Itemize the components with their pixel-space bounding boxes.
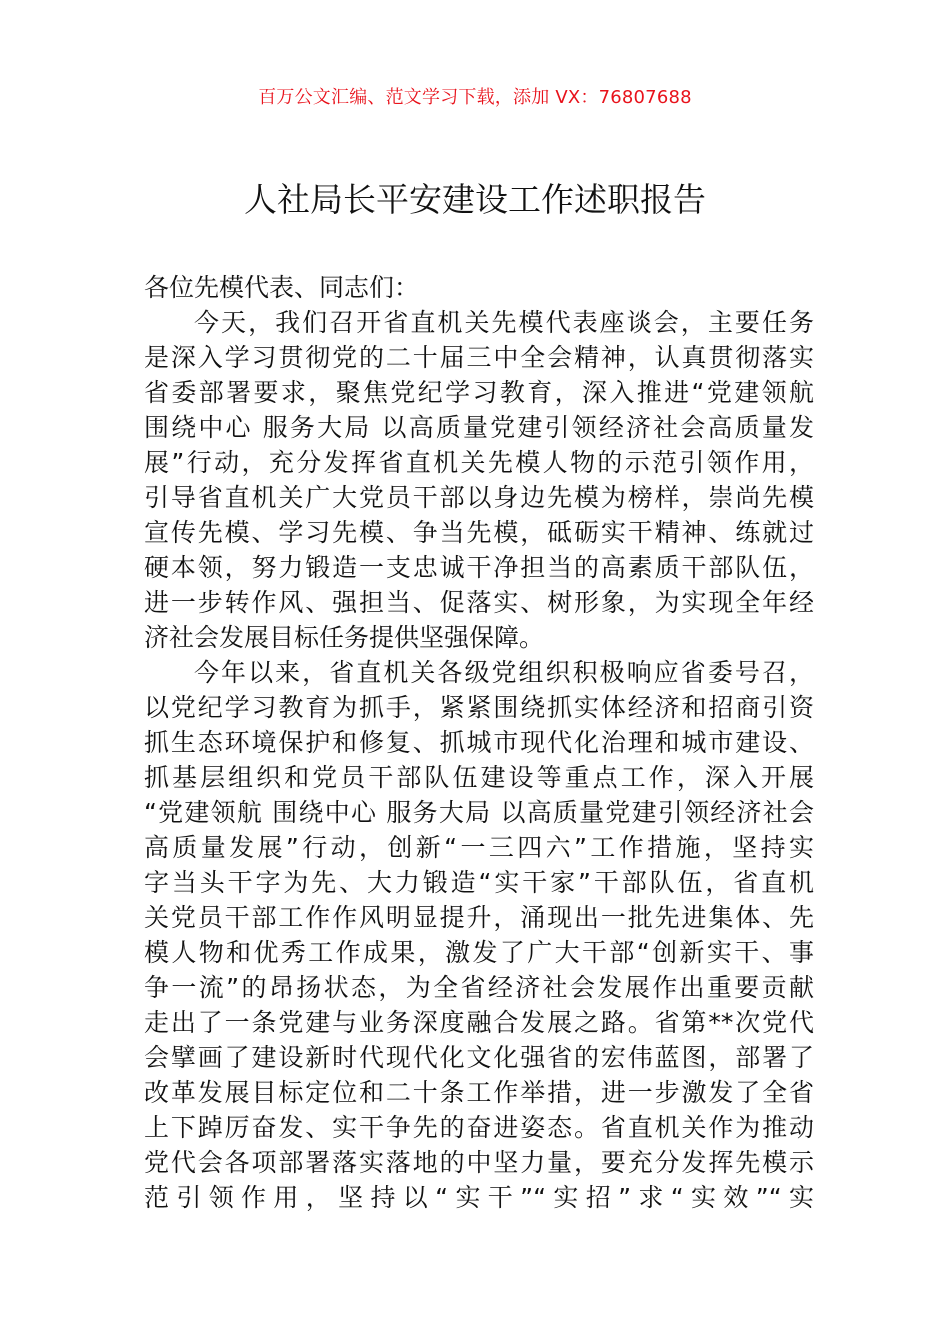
text-line: 党代会各项部署落实落地的中坚力量，要充分发挥先模示: [144, 1148, 814, 1177]
text-line: 今天，我们召开省直机关先模代表座谈会，主要任务: [194, 308, 814, 337]
text-line: 以党纪学习教育为抓手，紧紧围绕抓实体经济和招商引资: [144, 693, 814, 722]
text-line: 硬本领，努力锻造一支忠诚干净担当的高素质干部队伍，: [144, 553, 814, 582]
text-line: 省委部署要求，聚焦党纪学习教育，深入推进“党建领航: [144, 378, 814, 407]
text-line: 走出了一条党建与业务深度融合发展之路。省第**次党代: [144, 1008, 814, 1037]
text-line: 字当头干字为先、大力锻造“实干家”干部队伍，省直机: [144, 868, 814, 897]
text-line: 争一流”的昂扬状态，为全省经济社会发展作出重要贡献: [144, 973, 814, 1002]
document-body: [144, 305, 814, 1215]
document-title: 人社局长平安建设工作述职报告: [244, 180, 706, 219]
text-line: 围绕中心 服务大局 以高质量党建引领经济社会高质量发: [144, 413, 814, 442]
text-line: 是深入学习贯彻党的二十届三中全会精神，认真贯彻落实: [144, 343, 814, 372]
text-line: 今年以来，省直机关各级党组织积极响应省委号召，: [194, 658, 814, 687]
text-line: 改革发展目标定位和二十条工作举措，进一步激发了全省: [144, 1078, 814, 1107]
text-line: 高质量发展”行动，创新“一三四六”工作措施，坚持实: [144, 833, 814, 862]
paragraph-1: [144, 305, 814, 655]
text-line: 展”行动，充分发挥省直机关先模人物的示范引领作用，: [144, 448, 814, 477]
paragraph-2: [144, 655, 814, 1215]
text-line: 模人物和优秀工作成果，激发了广大干部“创新实干、事: [144, 938, 814, 967]
text-line: 引导省直机关广大党员干部以身边先模为榜样，崇尚先模: [144, 483, 814, 512]
text-line: 上下踔厉奋发、实干争先的奋进姿态。省直机关作为推动: [144, 1113, 814, 1142]
text-line: 会擘画了建设新时代现代化文化强省的宏伟蓝图，部署了: [144, 1043, 814, 1072]
text-line: 抓基层组织和党员干部队伍建设等重点工作，深入开展: [144, 763, 814, 792]
text-line: 关党员干部工作作风明显提升，涌现出一批先进集体、先: [144, 903, 814, 932]
salutation: 各位先模代表、同志们：: [144, 273, 420, 302]
text-line: 范引领作用，坚持以“实干”“实招”求“实效”“实: [144, 1183, 814, 1212]
watermark-header: 百万公文汇编、范文学习下载，添加 VX：76807688: [258, 87, 692, 108]
text-line: “党建领航 围绕中心 服务大局 以高质量党建引领经济社会: [144, 798, 814, 827]
text-line: 抓生态环境保护和修复、抓城市现代化治理和城市建设、: [144, 728, 814, 757]
text-line: 进一步转作风、强担当、促落实、树形象，为实现全年经: [144, 588, 814, 617]
text-line: 济社会发展目标任务提供坚强保障。: [144, 623, 545, 652]
text-line: 宣传先模、学习先模、争当先模，砥砺实干精神、练就过: [144, 518, 814, 547]
